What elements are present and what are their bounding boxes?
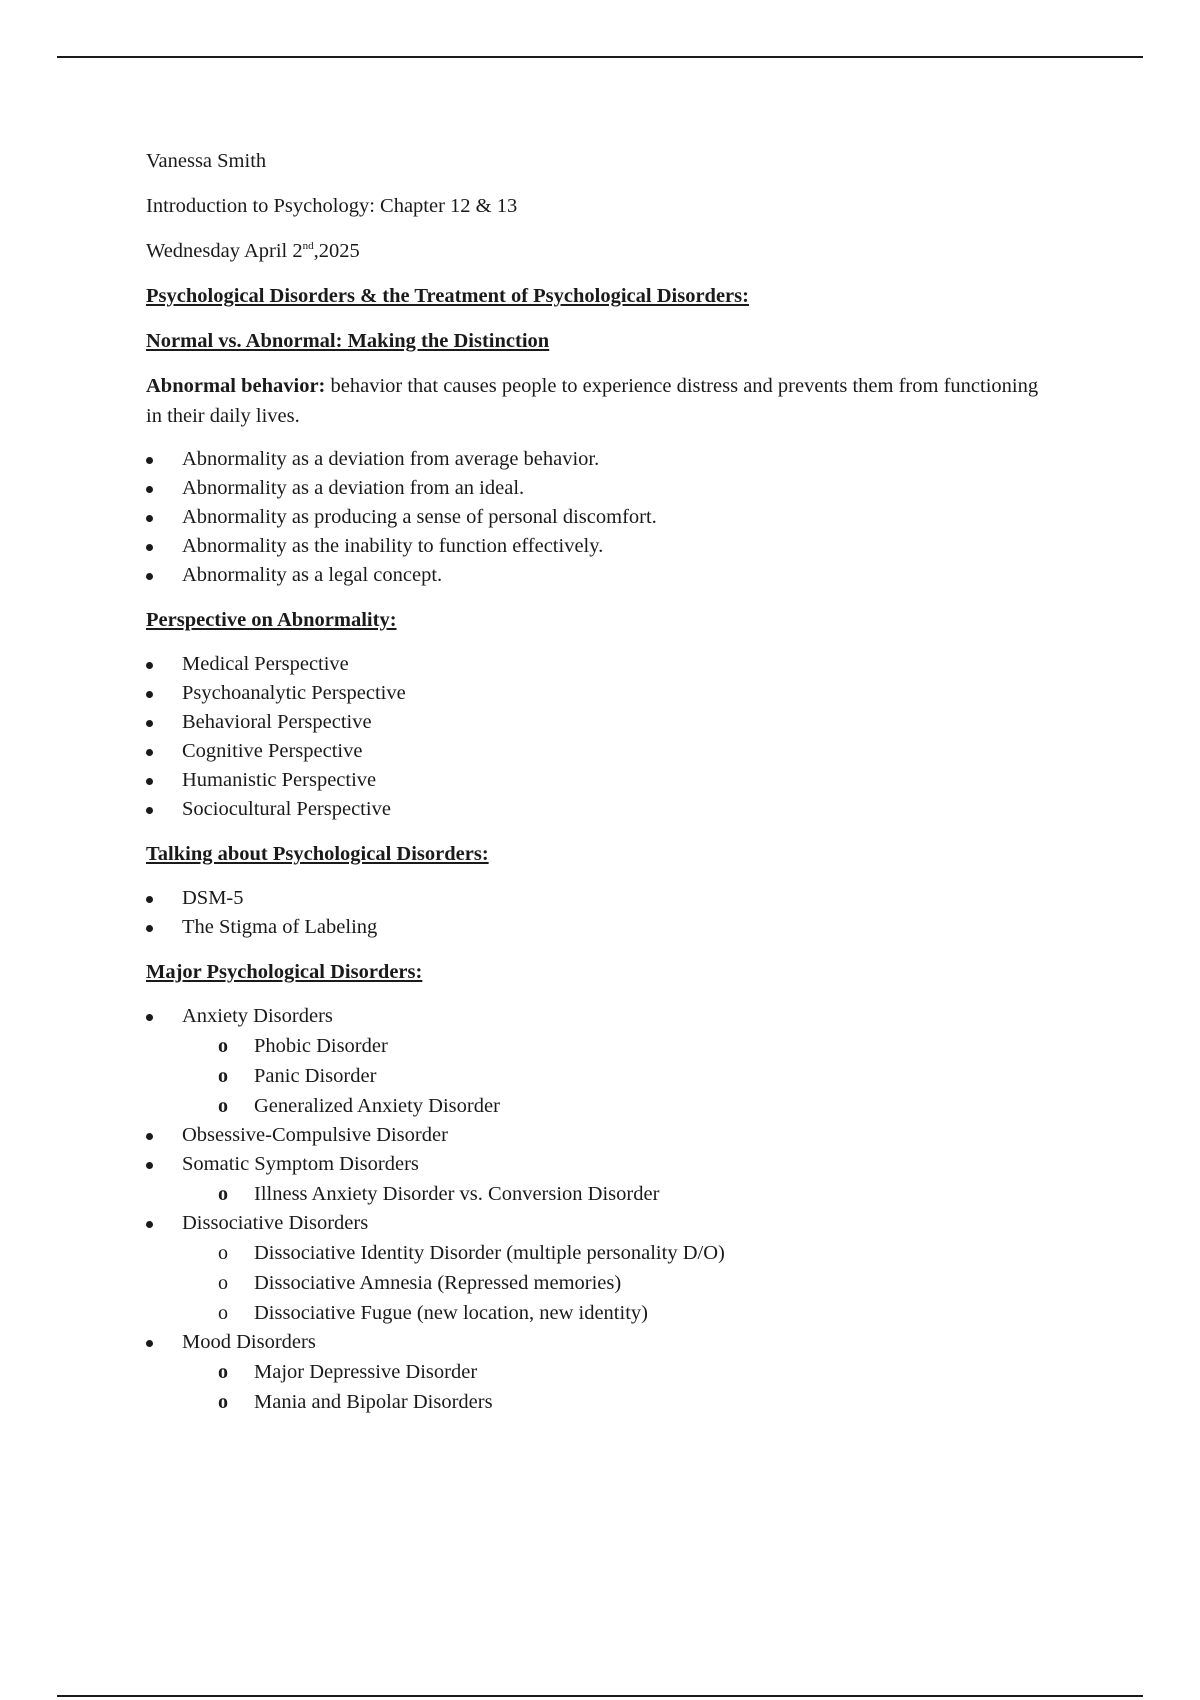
bullet-dot-icon [146, 778, 153, 785]
course-title: Introduction to Psychology: Chapter 12 & 13 [146, 195, 518, 217]
circle-bullet-icon: o [218, 1035, 228, 1057]
talking-about-list [146, 884, 1046, 942]
document-body [146, 146, 1046, 1432]
bullet-dot-icon [146, 1340, 153, 1347]
section-heading-normal-vs-abnormal: Normal vs. Abnormal: Making the Distinction [146, 330, 550, 352]
section-heading-talking-about-disorders: Talking about Psychological Disorders: [146, 843, 489, 865]
list-item-text: Mood Disorders [182, 1331, 316, 1353]
list-item-text: DSM-5 [182, 887, 244, 909]
list-item-text: Dissociative Disorders [182, 1212, 369, 1234]
sub-list-item [146, 1238, 1046, 1268]
major-disorders-list [146, 1002, 1046, 1417]
bullet-dot-icon [146, 457, 153, 464]
bullet-dot-icon [146, 749, 153, 756]
bullet-dot-icon [146, 691, 153, 698]
list-item [146, 795, 1046, 824]
circle-bullet-icon: o [218, 1391, 228, 1413]
list-item [146, 1002, 1046, 1121]
list-item [146, 1121, 1046, 1150]
bullet-dot-icon [146, 1162, 153, 1169]
list-item [146, 884, 1046, 913]
sub-list-item [146, 1268, 1046, 1298]
circle-bullet-icon: o [218, 1065, 228, 1087]
sub-list [182, 1238, 1046, 1328]
definition-text: behavior that causes people to experience distress and prevents them from functioning in their daily lives. [146, 375, 1039, 427]
list-item [146, 532, 1046, 561]
list-item [146, 708, 1046, 737]
bullet-dot-icon [146, 1133, 153, 1140]
list-item [146, 737, 1046, 766]
sub-list-item-text: Dissociative Amnesia (Repressed memories) [254, 1272, 622, 1294]
list-item-text: Anxiety Disorders [182, 1005, 333, 1027]
section-heading-perspectives: Perspective on Abnormality: [146, 609, 397, 631]
list-item-text: Abnormality as producing a sense of personal discomfort. [182, 506, 657, 528]
document-date [146, 236, 1046, 266]
list-item-text: Cognitive Perspective [182, 740, 363, 762]
sub-list-item-text: Illness Anxiety Disorder vs. Conversion Disorder [254, 1183, 660, 1205]
bullet-dot-icon [146, 486, 153, 493]
sub-list-item-text: Phobic Disorder [254, 1035, 388, 1057]
list-item-text: Somatic Symptom Disorders [182, 1153, 419, 1175]
list-item [146, 679, 1046, 708]
list-item-text: Medical Perspective [182, 653, 349, 675]
sub-list-item [146, 1179, 1046, 1209]
circle-bullet-icon: o [218, 1183, 228, 1205]
sub-list [182, 1357, 1046, 1417]
sub-list-item-text: Major Depressive Disorder [254, 1361, 478, 1383]
list-item [146, 474, 1046, 503]
list-item-text: The Stigma of Labeling [182, 916, 378, 938]
sub-list-item-text: Mania and Bipolar Disorders [254, 1391, 493, 1413]
bullet-dot-icon [146, 1014, 153, 1021]
sub-list [182, 1031, 1046, 1121]
list-item [146, 1150, 1046, 1209]
sub-list-item [146, 1091, 1046, 1121]
abnormality-criteria-list [146, 445, 1046, 590]
circle-bullet-icon: o [218, 1095, 228, 1117]
list-item-text: Abnormality as a deviation from average behavior. [182, 448, 600, 470]
bullet-dot-icon [146, 896, 153, 903]
list-item-text: Abnormality as a legal concept. [182, 564, 443, 586]
sub-list-item-text: Dissociative Identity Disorder (multiple personality D/O) [254, 1242, 725, 1264]
circle-bullet-icon: o [218, 1302, 228, 1324]
list-item [146, 913, 1046, 942]
bottom-page-rule [57, 1695, 1143, 1697]
bullet-dot-icon [146, 807, 153, 814]
sub-list-item [146, 1031, 1046, 1061]
date-ordinal: nd [302, 240, 314, 252]
list-item [146, 1209, 1046, 1328]
list-item-text: Humanistic Perspective [182, 769, 377, 791]
sub-list [182, 1179, 1046, 1209]
list-item-text: Abnormality as the inability to function effectively. [182, 535, 604, 557]
list-item [146, 766, 1046, 795]
list-item [146, 445, 1046, 474]
sub-list-item-text: Generalized Anxiety Disorder [254, 1095, 500, 1117]
sub-list-item [146, 1298, 1046, 1328]
section-heading-major-disorders: Major Psychological Disorders: [146, 961, 423, 983]
list-item-text: Behavioral Perspective [182, 711, 372, 733]
document-title: Psychological Disorders & the Treatment of Psychological Disorders: [146, 285, 749, 307]
list-item [146, 561, 1046, 590]
circle-bullet-icon: o [218, 1272, 228, 1294]
circle-bullet-icon: o [218, 1242, 228, 1264]
bullet-dot-icon [146, 925, 153, 932]
perspectives-list [146, 650, 1046, 824]
list-item-text: Abnormality as a deviation from an ideal. [182, 477, 525, 499]
sub-list-item-text: Panic Disorder [254, 1065, 377, 1087]
bullet-dot-icon [146, 720, 153, 727]
circle-bullet-icon: o [218, 1361, 228, 1383]
top-page-rule [57, 56, 1143, 58]
bullet-dot-icon [146, 662, 153, 669]
bullet-dot-icon [146, 1221, 153, 1228]
list-item [146, 503, 1046, 532]
list-item-text: Psychoanalytic Perspective [182, 682, 406, 704]
sub-list-item [146, 1357, 1046, 1387]
sub-list-item [146, 1387, 1046, 1417]
list-item [146, 1328, 1046, 1417]
list-item-text: Sociocultural Perspective [182, 798, 391, 820]
definition-term: Abnormal behavior: [146, 375, 326, 397]
list-item [146, 650, 1046, 679]
abnormal-behavior-definition [146, 371, 1046, 431]
bullet-dot-icon [146, 544, 153, 551]
list-item-text: Obsessive-Compulsive Disorder [182, 1124, 448, 1146]
date-prefix: Wednesday April 2 [146, 240, 303, 262]
sub-list-item [146, 1061, 1046, 1091]
bullet-dot-icon [146, 515, 153, 522]
bullet-dot-icon [146, 573, 153, 580]
date-suffix: ,2025 [313, 240, 360, 262]
sub-list-item-text: Dissociative Fugue (new location, new identity) [254, 1302, 648, 1324]
author-name: Vanessa Smith [146, 150, 267, 172]
